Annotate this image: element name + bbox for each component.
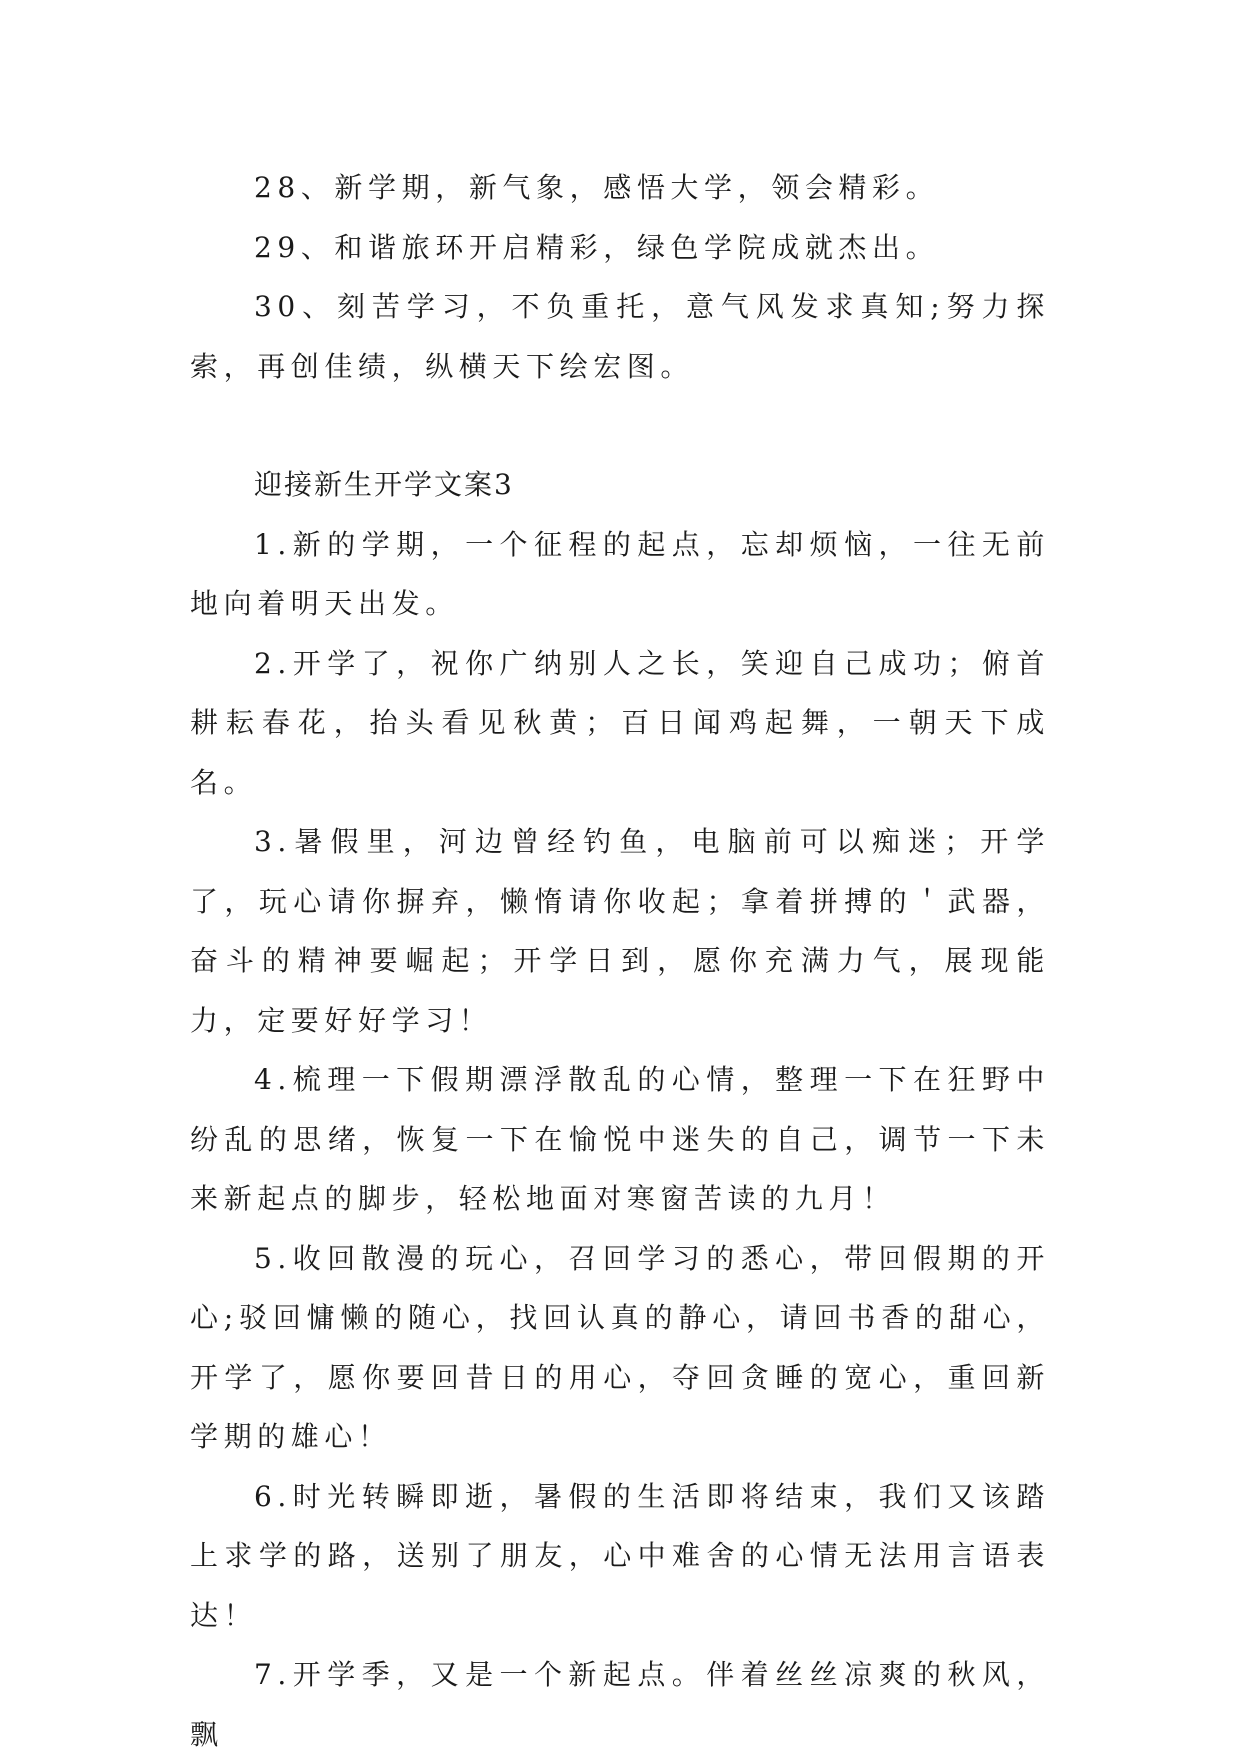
list-item: 6.时光转瞬即逝，暑假的生活即将结束，我们又该踏上求学的路，送别了朋友，心中难舍的心情无法用言语表达！ <box>190 1479 1050 1632</box>
list-item: 28、新学期，新气象，感悟大学，领会精彩。 <box>254 171 940 204</box>
list-item: 2.开学了，祝你广纳别人之长，笑迎自己成功；俯首耕耘春花，抬头看见秋黄；百日闻鸡起舞，一朝天下成名。 <box>190 646 1050 799</box>
list-item: 7.开学季，又是一个新起点。伴着丝丝凉爽的秋风，飘 <box>190 1658 1050 1751</box>
list-item: 29、和谐旅环开启精彩，绿色学院成就杰出。 <box>254 230 940 264</box>
list-item: 3.暑假里，河边曾经钓鱼，电脑前可以痴迷；开学了，玩心请你摒弃，懒惰请你收起；拿着拼搏的＇武器，奋斗的精神要崛起；开学日到，愿你充满力气，展现能力，定要好好学习！ <box>190 825 1050 1037</box>
section-heading: 迎接新生开学文案3 <box>254 468 514 501</box>
list-item: 5.收回散漫的玩心，召回学习的悉心，带回假期的开心;驳回慵懒的随心，找回认真的静心，请回书香的甜心，开学了，愿你要回昔日的用心，夺回贪睡的宽心，重回新学期的雄心！ <box>190 1241 1050 1453</box>
document-body <box>190 158 1050 1764</box>
list-item: 30、刻苦学习，不负重托，意气风发求真知;努力探索，再创佳绩，纵横天下绘宏图。 <box>190 290 1050 383</box>
list-item: 4.梳理一下假期漂浮散乱的心情，整理一下在狂野中纷乱的思绪，恢复一下在愉悦中迷失的自己，调节一下未来新起点的脚步，轻松地面对寒窗苦读的九月！ <box>190 1063 1050 1215</box>
list-item: 1.新的学期，一个征程的起点，忘却烦恼，一往无前地向着明天出发。 <box>190 527 1050 620</box>
